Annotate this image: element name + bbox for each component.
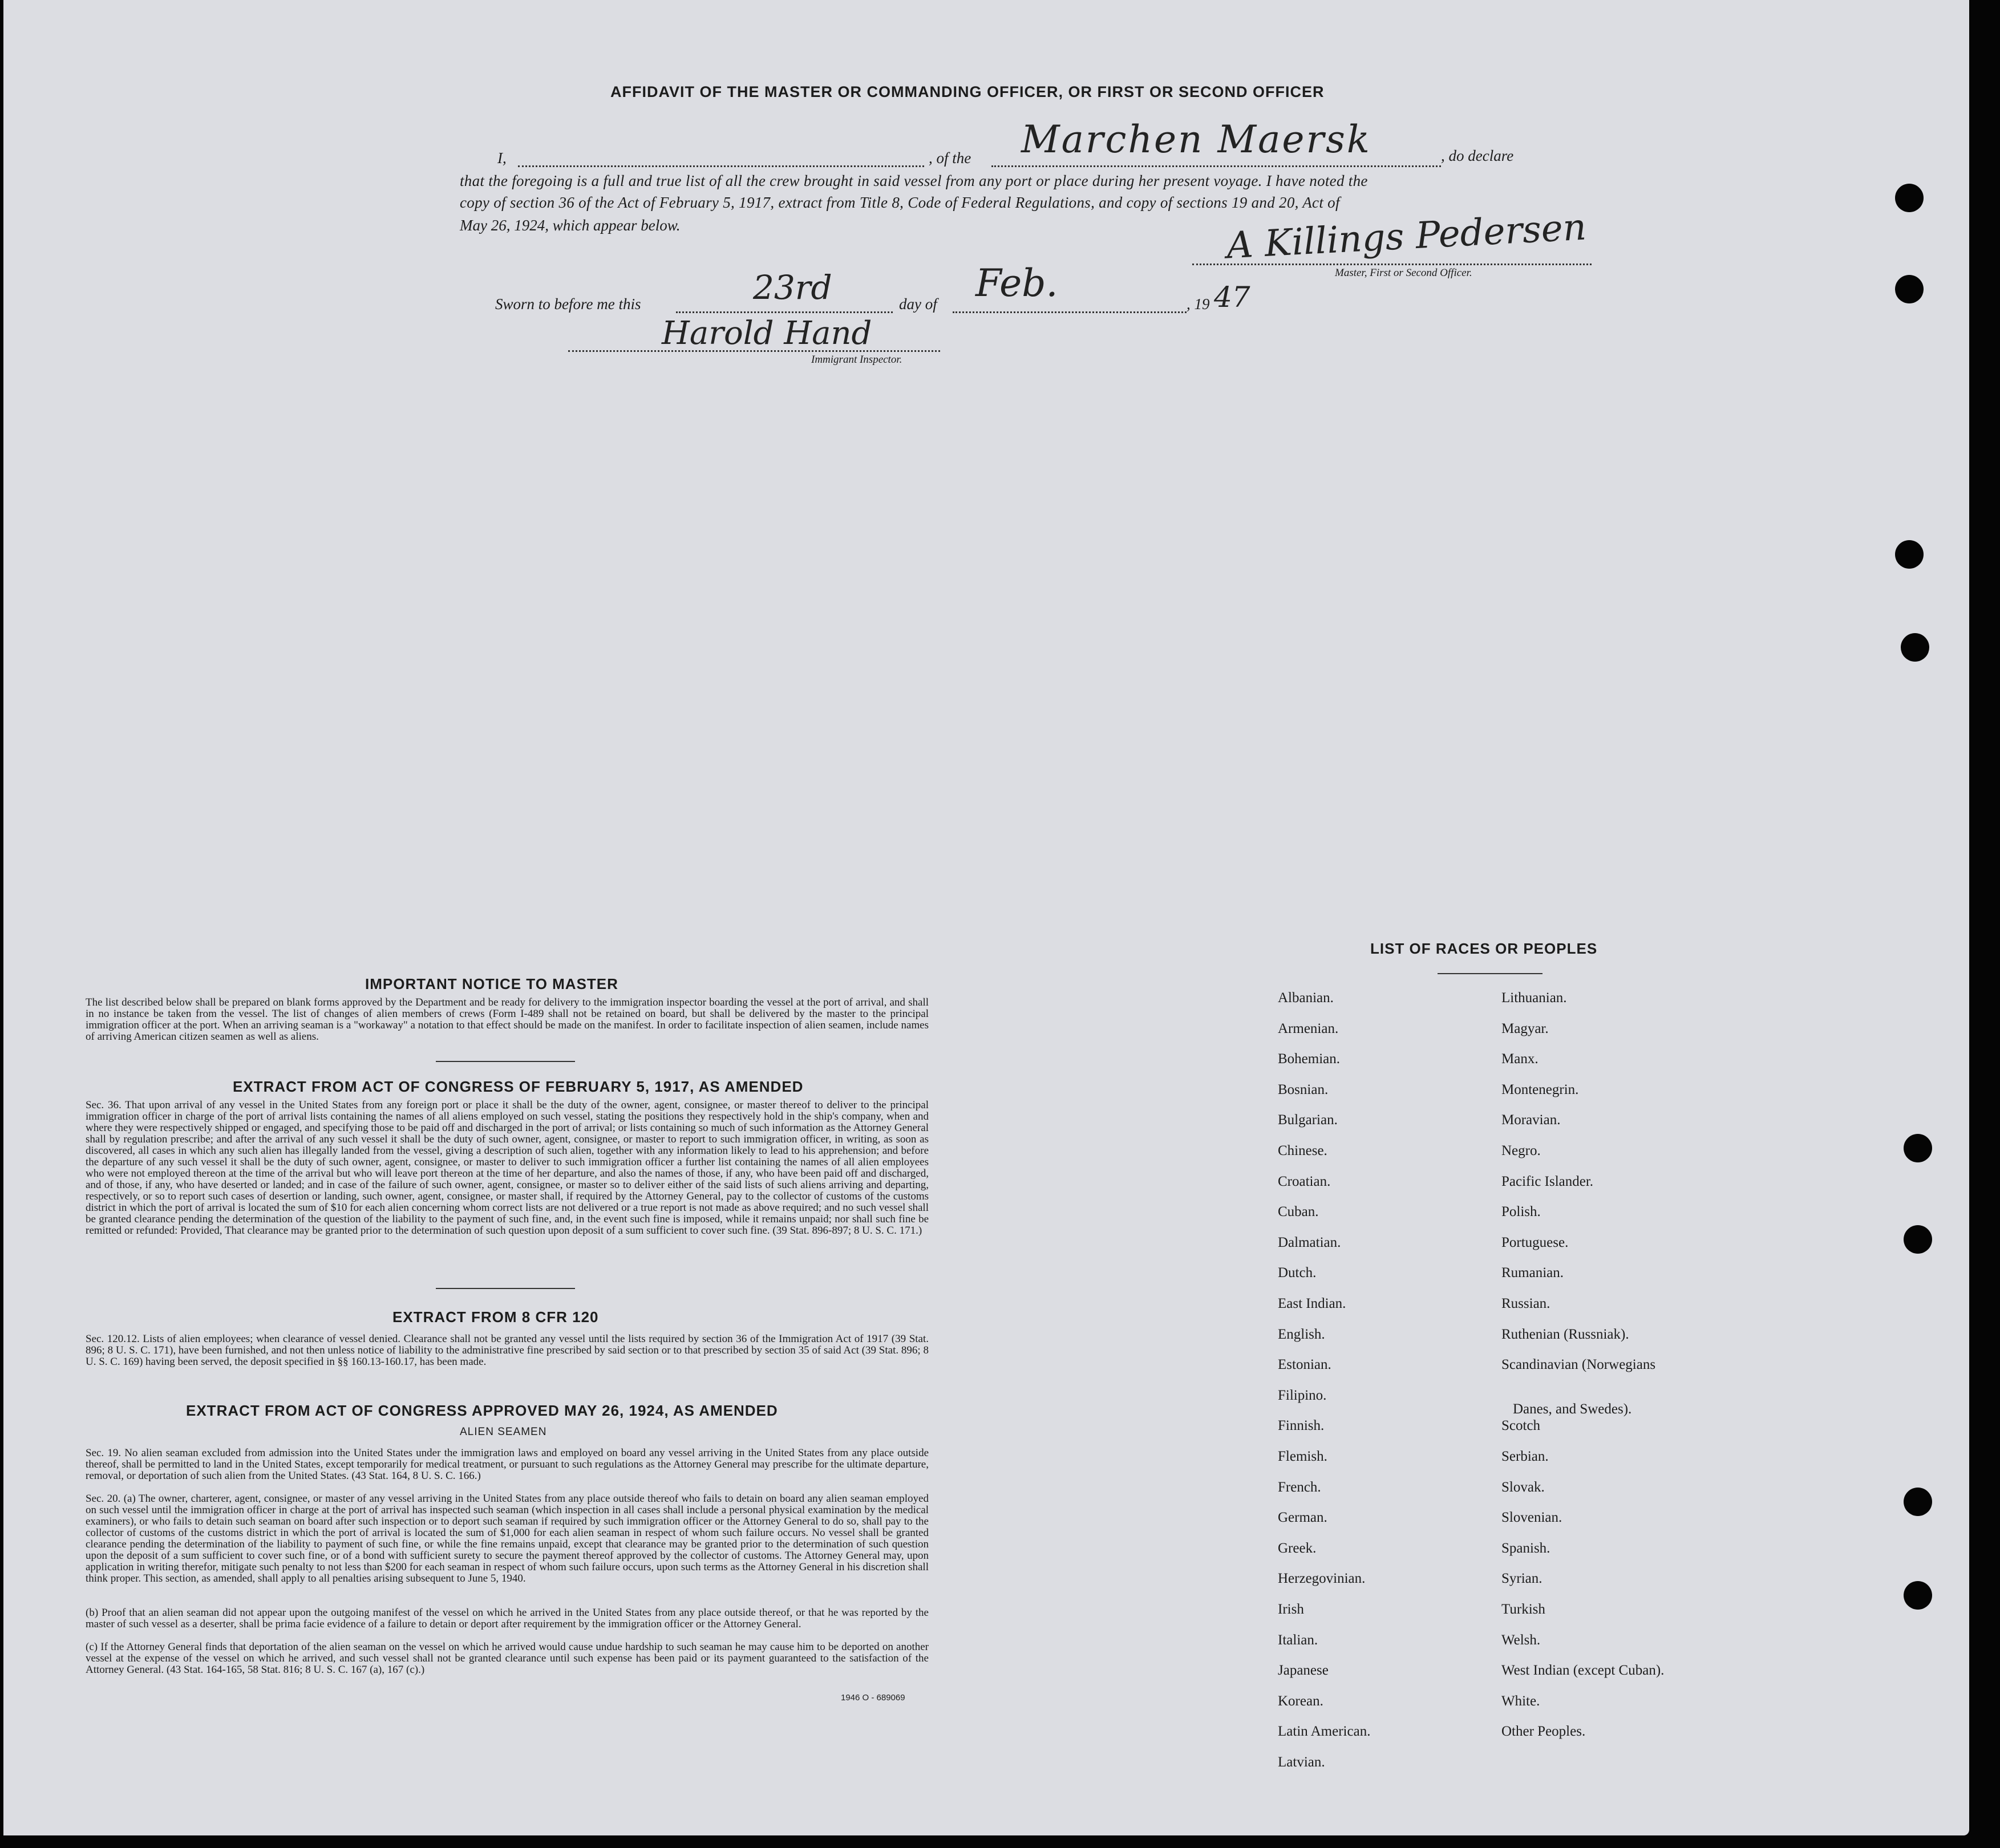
race-item: Lithuanian. bbox=[1501, 990, 1567, 1006]
master-signature-handwritten: A Killings Pedersen bbox=[1225, 206, 1588, 268]
punch-hole bbox=[1904, 1134, 1932, 1162]
name-blank bbox=[518, 165, 924, 167]
race-item: Italian. bbox=[1278, 1632, 1318, 1648]
race-item: Serbian. bbox=[1501, 1449, 1549, 1464]
race-item: White. bbox=[1501, 1693, 1540, 1709]
race-item: Russian. bbox=[1501, 1296, 1550, 1311]
race-item: Albanian. bbox=[1278, 990, 1334, 1006]
race-item: Cuban. bbox=[1278, 1204, 1319, 1220]
race-item: Rumanian. bbox=[1501, 1265, 1564, 1281]
race-item: West Indian (except Cuban). bbox=[1501, 1663, 1665, 1679]
punch-hole bbox=[1901, 633, 1929, 662]
races-title: LIST OF RACES OR PEOPLES bbox=[1370, 940, 1598, 957]
affidavit-line-3: copy of section 36 of the Act of February 5, 1917, extract from Title 8, Code of Federal Regulations, and copy of sections 19 and 20, Act of bbox=[460, 194, 1340, 211]
master-caption: Master, First or Second Officer. bbox=[1335, 267, 1472, 279]
race-item: Turkish bbox=[1501, 1602, 1545, 1617]
race-item: Latin American. bbox=[1278, 1724, 1371, 1740]
sec-20c-text: (c) If the Attorney General finds that deportation of the alien seaman on the vessel on which he arrived would cause undue hardship to such seaman he may cause him to be deported on another vessel at the expense of the vessel on which he arrived, and such vessel shall not be granted clearance until such expense has been paid or its payment guaranteed to the satisfaction of the Attorney General. (43 Stat. 164-165, 58 Stat. 816; 8 U. S. C. 167 (a), 167 (c).) bbox=[86, 1641, 929, 1676]
affidavit-line-2: that the foregoing is a full and true list of all the crew brought in said vessel from any port or place during her present voyage. I have noted the bbox=[460, 172, 1368, 189]
sec-19-text: Sec. 19. No alien seaman excluded from admission into the United States under the immigration laws and employed on board any vessel arriving in the United States from any place outside thereof, shall be permitted to land in the United States, except temporarily for medical treatment, or pursuant to such regulations as the Attorney General may prescribe for the ultimate departure, removal, or deportation of such alien from the United States. (43 Stat. 164, 8 U. S. C. 166.) bbox=[86, 1447, 929, 1482]
race-item: Armenian. bbox=[1278, 1020, 1339, 1036]
race-item: Herzegovinian. bbox=[1278, 1571, 1366, 1587]
extract-1924-subtitle: ALIEN SEAMEN bbox=[460, 1426, 547, 1438]
extract-1917-title: EXTRACT FROM ACT OF CONGRESS OF FEBRUARY 5, 1917, AS AMENDED bbox=[233, 1078, 804, 1095]
race-item: Syrian. bbox=[1501, 1571, 1542, 1587]
race-item: Danes, and Swedes). bbox=[1513, 1401, 1632, 1417]
affidavit-of-the: , of the bbox=[929, 149, 971, 167]
race-item: Other Peoples. bbox=[1501, 1724, 1586, 1740]
punch-hole bbox=[1895, 275, 1924, 303]
race-item: East Indian. bbox=[1278, 1296, 1346, 1311]
month-handwritten: Feb. bbox=[975, 261, 1058, 305]
race-item: Bulgarian. bbox=[1278, 1112, 1338, 1128]
divider bbox=[1438, 973, 1542, 974]
race-item: Flemish. bbox=[1278, 1449, 1327, 1464]
race-item: Chinese. bbox=[1278, 1143, 1327, 1158]
inspector-signature-line bbox=[568, 350, 940, 352]
race-item: Filipino. bbox=[1278, 1387, 1327, 1403]
race-item: Dutch. bbox=[1278, 1265, 1317, 1281]
race-item: Scandinavian (Norwegians bbox=[1501, 1357, 1656, 1373]
race-item: Portuguese. bbox=[1501, 1234, 1569, 1250]
divider bbox=[436, 1288, 575, 1289]
notice-text: The list described below shall be prepared on blank forms approved by the Department and be ready for delivery to the immigration inspector boarding the vessel at the port of arrival, and shall in no instance be taken from the vessel. The list of changes of alien members of crews (Form I-489 shall not be retained on board, but shall be delivered by the master to the principal immigration officer at the port. When an arriving seaman is a "workaway" a notation to that effect should be made on the manifest. In order to facilitate inspection of alien seamen, include names of arriving American citizen seamen as well as aliens. bbox=[86, 996, 929, 1043]
affidavit-i: I, bbox=[497, 149, 507, 167]
race-item: English. bbox=[1278, 1326, 1325, 1342]
race-item: Slovenian. bbox=[1501, 1510, 1562, 1526]
race-item: Polish. bbox=[1501, 1204, 1541, 1220]
race-item: Greek. bbox=[1278, 1540, 1317, 1556]
punch-hole bbox=[1904, 1225, 1932, 1254]
race-item: Croatian. bbox=[1278, 1173, 1331, 1189]
day-of-text: day of bbox=[899, 295, 937, 313]
race-item: Dalmatian. bbox=[1278, 1234, 1341, 1250]
punch-hole bbox=[1895, 540, 1924, 569]
race-item: Pacific Islander. bbox=[1501, 1173, 1594, 1189]
race-item: Japanese bbox=[1278, 1663, 1329, 1679]
divider bbox=[436, 1061, 575, 1062]
inspector-signature-handwritten: Harold Hand bbox=[662, 315, 872, 352]
race-item: German. bbox=[1278, 1510, 1327, 1526]
extract-cfr-text: Sec. 120.12. Lists of alien employees; when clearance of vessel denied. Clearance shall not be granted any vessel until the lists required by section 36 of the Immigration Act of 1917 (39 Stat. 896; 8 U. S. C. 171), have been furnished, and not then unless notice of liability to the administrative fine prescribed by said section or to that prescribed by section 35 of said Act (39 Stat. 896; 8 U. S. C. 169) having been served, the deposit specified in §§ 160.13-160.17, has been made. bbox=[86, 1333, 929, 1368]
month-blank bbox=[953, 311, 1187, 313]
inspector-caption: Immigrant Inspector. bbox=[811, 354, 902, 366]
punch-hole bbox=[1904, 1581, 1932, 1610]
extract-1924-title: EXTRACT FROM ACT OF CONGRESS APPROVED MAY 26, 1924, AS AMENDED bbox=[186, 1402, 778, 1419]
year-handwritten: 47 bbox=[1214, 281, 1250, 314]
race-item: Spanish. bbox=[1501, 1540, 1550, 1556]
punch-hole bbox=[1904, 1488, 1932, 1516]
race-item: Negro. bbox=[1501, 1143, 1541, 1158]
race-item: Montenegrin. bbox=[1501, 1081, 1579, 1097]
print-code: 1946 O - 689069 bbox=[841, 1693, 905, 1703]
day-blank bbox=[676, 311, 893, 313]
race-item: Ruthenian (Russniak). bbox=[1501, 1326, 1629, 1342]
race-item: Bosnian. bbox=[1278, 1081, 1329, 1097]
sworn-text: Sworn to before me this bbox=[495, 295, 641, 313]
sec-20a-text: Sec. 20. (a) The owner, charterer, agent, consignee, or master of any vessel arriving in the United States from any place outside thereof who fails to detain on board any alien seaman employed on such vessel until the immigration officer in charge at the port of arrival has inspected such seaman (which inspection in all cases shall include a personal physical examination by the medical examiners), or who fails to detain such seaman on board after such inspection or to deport such seaman if required by such immigration officer or the Attorney General to do so, shall pay to the collector of customs of the customs district in which the port of arrival is located the sum of $1,000 for each alien seaman in respect of whom such failure occurs. No vessel shall be granted clearance pending the determination of the liability to payment of such fine, or while the fine remains unpaid, except that clearance may be granted prior to the determination of such question upon the deposit of a sum sufficient to cover such fine, or of a bond with sufficient surety to secure the payment thereof approved by the collector of customs. The Attorney General may, upon application in writing therefor, mitigate such penalty to not less than $200 for each seaman in respect of whom such failure occurs, upon such terms as the Attorney General in his discretion shall think proper. This section, as amended, shall apply to all penalties arising subsequent to June 5, 1940. bbox=[86, 1493, 929, 1584]
race-item: Bohemian. bbox=[1278, 1051, 1341, 1067]
race-item: Latvian. bbox=[1278, 1754, 1325, 1770]
sec-20b-text: (b) Proof that an alien seaman did not appear upon the outgoing manifest of the vessel on which he arrived in the United States from any place outside thereof, or that he was reported by the master of such vessel as a deserter, shall be prima facie evidence of a failure to detain or deport after requirement by the immigration officer or the Attorney General. bbox=[86, 1607, 929, 1630]
day-handwritten: 23rd bbox=[753, 268, 832, 307]
race-item: Estonian. bbox=[1278, 1357, 1331, 1373]
extract-1917-text: Sec. 36. That upon arrival of any vessel in the United States from any foreign port or place it shall be the duty of the owner, agent, consignee, or master thereof to deliver to the principal immigration officer in charge of the port of arrival lists containing the names of all aliens employed on such vessel, stating the positions they respectively hold in the ship's company, when and where they were respectively shipped or engaged, and specifying those to be paid off and discharged in the port of arrival; or lists containing so much of such information as the Attorney General shall by regulation prescribe; and after the arrival of any such vessel it shall be the duty of such owner, agent, consignee, or master to report to such immigration officer, in writing, as soon as discovered, all cases in which any such alien has illegally landed from the vessel, giving a description of such alien, together with any information likely to lead to his apprehension; and before the departure of any such vessel it shall be the duty of such owner, agent, consignee, or master to deliver to such immigration officer a further list containing the names of all alien employees who were not employed thereon at the time of the arrival but who will leave port thereon at the time of her departure, and also the names of those, if any, who have been paid off and discharged, and of those, if any, who have deserted or landed; and in case of the failure of such owner, agent, consignee, or master so to deliver either of the said lists of such aliens arriving and departing, respectively, or so to report such cases of desertion or landing, such owner, agent, consignee, or master shall, if required by the Attorney General, pay to the collector of customs of the customs district in which the port of arrival is located the sum of $10 for each alien concerning whom correct lists are not delivered or a true report is not made as above required; and no such vessel shall be granted clearance pending the determination of the question of the liability to the payment of such fine, and, in the event such fine is imposed, while it remains unpaid; nor shall such fine be remitted or refunded: Provided, That clearance may be granted prior to the determination of such question upon deposit of a sum sufficient to cover such fine. (39 Stat. 896-897; 8 U. S. C. 171.) bbox=[86, 1099, 929, 1237]
extract-cfr-title: EXTRACT FROM 8 CFR 120 bbox=[392, 1308, 599, 1326]
race-item: Slovak. bbox=[1501, 1479, 1545, 1495]
year-prefix: , 19 bbox=[1187, 295, 1210, 313]
race-item: Manx. bbox=[1501, 1051, 1539, 1067]
vessel-name-handwritten: Marchen Maersk bbox=[1021, 117, 1371, 161]
race-item: Magyar. bbox=[1501, 1020, 1549, 1036]
affidavit-title: AFFIDAVIT OF THE MASTER OR COMMANDING OFFICER, OR FIRST OR SECOND OFFICER bbox=[610, 83, 1325, 100]
race-item: Korean. bbox=[1278, 1693, 1323, 1709]
notice-title: IMPORTANT NOTICE TO MASTER bbox=[365, 975, 618, 992]
punch-hole bbox=[1895, 184, 1924, 212]
race-item: Irish bbox=[1278, 1602, 1304, 1617]
race-item: Scotch bbox=[1501, 1418, 1541, 1434]
master-signature-line bbox=[1192, 264, 1592, 265]
race-item: Welsh. bbox=[1501, 1632, 1541, 1648]
race-item: Finnish. bbox=[1278, 1418, 1325, 1434]
vessel-blank bbox=[991, 165, 1441, 167]
race-item: French. bbox=[1278, 1479, 1321, 1495]
race-item: Moravian. bbox=[1501, 1112, 1561, 1128]
affidavit-do-declare: , do declare bbox=[1441, 147, 1514, 164]
affidavit-line-4: May 26, 1924, which appear below. bbox=[460, 217, 681, 234]
